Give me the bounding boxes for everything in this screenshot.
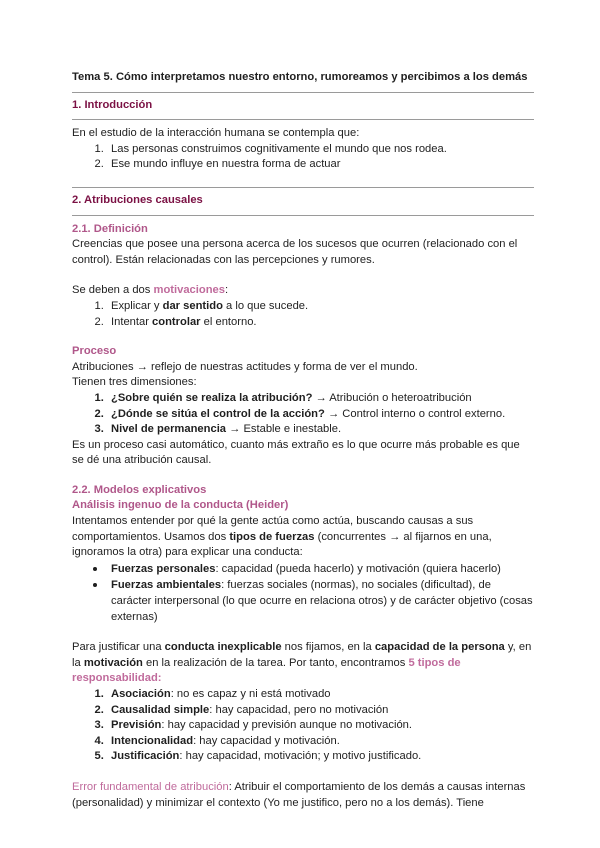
highlight: 5 tipos de responsabilidad:: [72, 656, 461, 685]
paragraph: Tienen tres dimensiones:: [72, 376, 197, 389]
list-item: 3. Previsión: hay capacidad y previsión aunque no motivación.: [107, 718, 534, 734]
list-item: 4. Intencionalidad: hay capacidad y motivación.: [107, 734, 534, 750]
numbered-list: [72, 299, 534, 330]
subsection-heading-modelos: 2.2. Modelos explicativos: [72, 483, 207, 496]
highlight: motivaciones: [153, 284, 226, 297]
divider: [72, 215, 534, 216]
list-item: • Fuerzas personales: capacidad (pueda hacerlo) y motivación (quiera hacerlo): [107, 561, 534, 578]
list-item: 2. Ese mundo influye en nuestra forma de actuar: [107, 157, 534, 173]
paragraph-error-fundamental: Error fundamental de atribución: Atribuir el comportamiento de los demás a causas internas (personalidad) y minimizar el contexto (Yo me justifico, pero no a los demás). Tiene: [72, 780, 526, 809]
list-item: 3. Nivel de permanencia → Estable e inestable.: [107, 422, 534, 438]
paragraph: Intentamos entender por qué la gente actúa como actúa, buscando causas a sus comportamientos. Usamos dos tipos de fuerzas (concurrentes → al fijarnos en una, ignoramos la otra) para explicar una conducta:: [72, 515, 492, 559]
numbered-list: [72, 391, 534, 438]
divider: [72, 119, 534, 120]
page-title: Tema 5. Cómo interpretamos nuestro entorno, rumoreamos y percibimos a los demás: [72, 71, 528, 83]
highlight: Error fundamental de atribución: [72, 780, 229, 793]
list-item: 2. Causalidad simple: hay capacidad, pero no motivación: [107, 703, 534, 719]
list-item: 1. Explicar y dar sentido a lo que sucede.: [107, 299, 534, 315]
section-heading-atribuciones: 2. Atribuciones causales: [72, 193, 203, 206]
paragraph: Creencias que posee una persona acerca de los sucesos que ocurren (relacionado con el control). Están relacionadas con las percepciones y rumores.: [72, 238, 518, 266]
list-item: 2. Intentar controlar el entorno.: [107, 315, 534, 331]
list-item: 1. Asociación: no es capaz y ni está motivado: [107, 687, 534, 703]
paragraph-responsabilidad: Para justificar una conducta inexplicable nos fijamos, en la capacidad de la persona y, en la motivación en la realización de la tarea. Por tanto, encontramos 5 tipos de responsabilidad:: [72, 641, 532, 685]
subsection-heading-definicion: 2.1. Definición: [72, 222, 148, 235]
paragraph: En el estudio de la interacción humana se contempla que:: [72, 127, 360, 140]
bullet-list: [72, 561, 534, 625]
divider: [72, 92, 534, 93]
numbered-list: [72, 142, 534, 173]
subsection-heading-proceso: Proceso: [72, 345, 117, 358]
paragraph-motivaciones: Se deben a dos motivaciones:: [72, 284, 229, 297]
numbered-list: [72, 687, 534, 765]
paragraph: Atribuciones → reflejo de nuestras actitudes y forma de ver el mundo.: [72, 360, 418, 373]
section-heading-introduccion: 1. Introducción: [72, 98, 153, 111]
subsubsection-heading-heider: Análisis ingenuo de la conducta (Heider): [72, 499, 289, 512]
list-item: 5. Justificación: hay capacidad, motivación; y motivo justificado.: [107, 749, 534, 765]
list-item: 1. ¿Sobre quién se realiza la atribución? → Atribución o heteroatribución: [107, 391, 534, 407]
list-item: 1. Las personas construimos cognitivamente el mundo que nos rodea.: [107, 142, 534, 158]
divider: [72, 187, 534, 188]
paragraph: Es un proceso casi automático, cuanto más extraño es lo que ocurre más probable es que se dé una atribución causal.: [72, 438, 520, 467]
list-item: 2. ¿Dónde se sitúa el control de la acción? → Control interno o control externo.: [107, 407, 534, 423]
document-content: [72, 70, 534, 811]
list-item: • Fuerzas ambientales: fuerzas sociales (normas), no sociales (dificultad), de carácter interpersonal (lo que ocurre en relaciona otros) y de carácter objetivo (cosas externas): [107, 577, 534, 625]
